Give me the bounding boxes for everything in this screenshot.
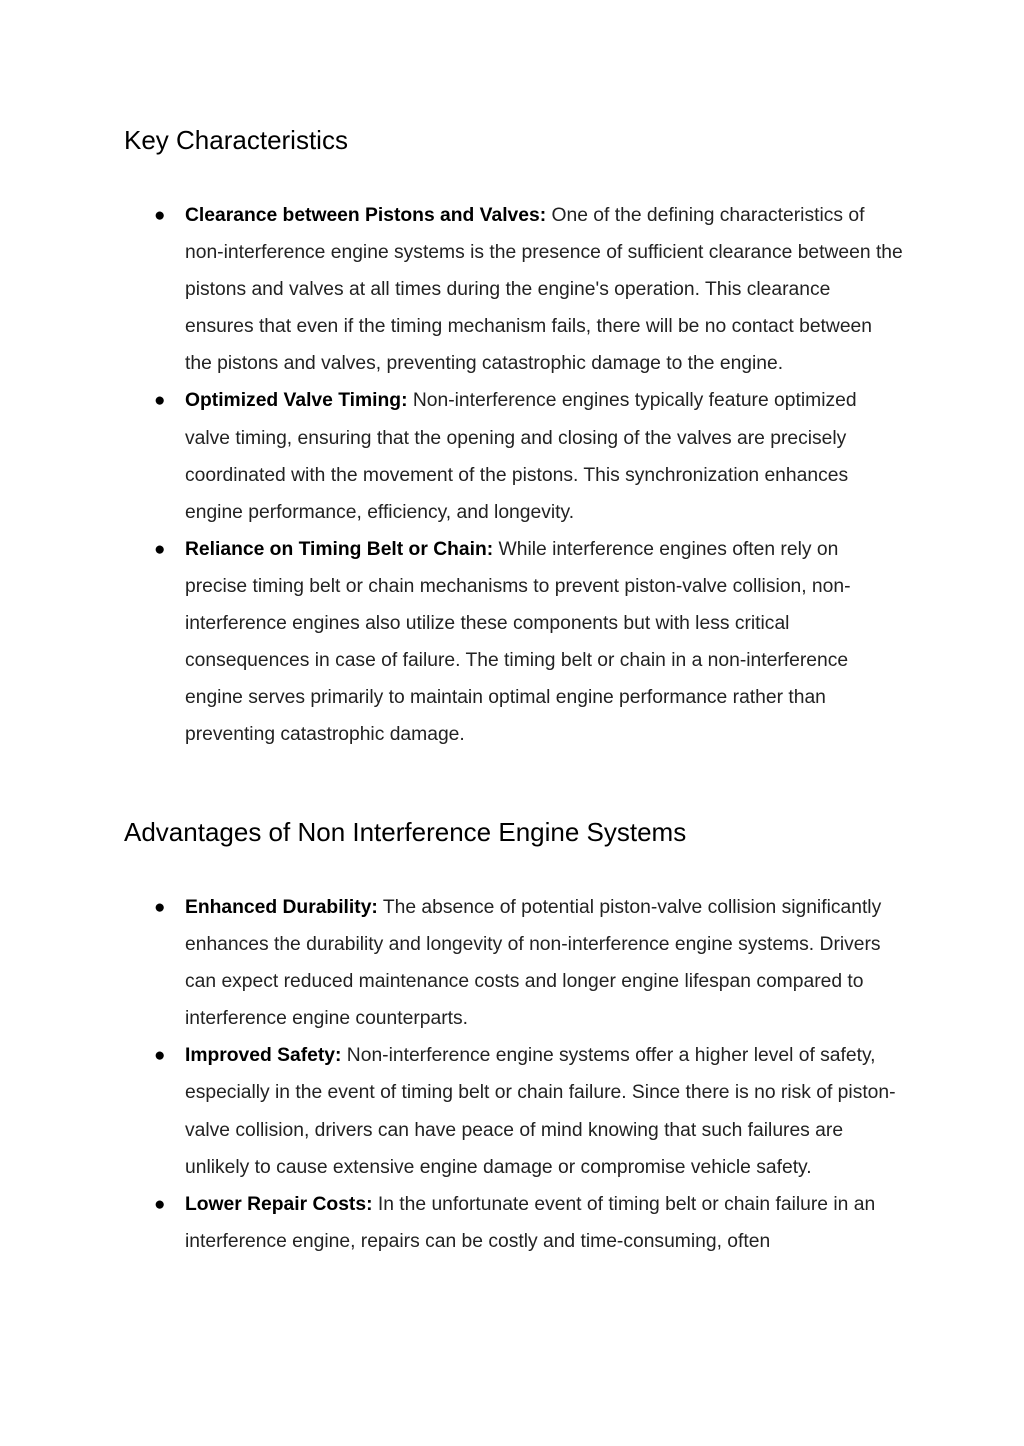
advantages-section bbox=[124, 816, 904, 1260]
bullet-icon: ● bbox=[154, 1045, 166, 1067]
list-item bbox=[124, 1186, 904, 1260]
item-term: Reliance on Timing Belt or Chain: bbox=[185, 538, 494, 560]
item-term: Lower Repair Costs: bbox=[185, 1193, 373, 1215]
item-text: The absence of potential piston-valve collision significantly enhances the durability and longevity of non-interference engine systems. Drivers can expect reduced maintenance costs and longer engine lifespan compared to interference engine counterparts. bbox=[185, 897, 882, 1030]
bullet-icon: ● bbox=[154, 1193, 166, 1215]
item-text: In the unfortunate event of timing belt or chain failure in an interference engine, repairs can be costly and time-consuming, often bbox=[185, 1193, 876, 1252]
bullet-icon: ● bbox=[154, 897, 166, 918]
list-item bbox=[124, 1037, 904, 1185]
list-item bbox=[124, 531, 904, 754]
item-text: Non-interference engine systems offer a higher level of safety, especially in the event of timing belt or chain failure. Since there is no risk of piston-valve collision, drivers can have peace of mind knowing that such failures are unlikely to cause extensive engine damage or compromise vehicle safety. bbox=[185, 1045, 896, 1178]
bullet-list bbox=[124, 197, 904, 753]
item-term: Improved Safety: bbox=[185, 1045, 342, 1067]
section-heading: Advantages of Non Interference Engine Systems bbox=[124, 817, 687, 847]
list-item bbox=[124, 889, 904, 1037]
section-heading: Key Characteristics bbox=[124, 125, 348, 155]
list-item bbox=[124, 197, 904, 382]
item-text: While interference engines often rely on precise timing belt or chain mechanisms to prevent piston-valve collision, non-interference engines also utilize these components but with less critical consequences in case of failure. The timing belt or chain in a non-interference engine serves primarily to maintain optimal engine performance rather than preventing catastrophic damage. bbox=[185, 538, 851, 746]
item-term: Optimized Valve Timing: bbox=[185, 390, 408, 412]
list-item bbox=[124, 382, 904, 530]
item-term: Clearance between Pistons and Valves: bbox=[185, 205, 547, 226]
bullet-list bbox=[124, 889, 904, 1260]
item-text: One of the defining characteristics of non-interference engine systems is the presence of sufficient clearance between the pistons and valves at all times during the engine's operation. This clearance ensures that even if the timing mechanism fails, there will be no contact between the pistons and valves, preventing catastrophic damage to the engine. bbox=[185, 205, 903, 375]
key-characteristics-section bbox=[124, 124, 904, 753]
item-term: Enhanced Durability: bbox=[185, 897, 378, 918]
item-text: Non-interference engines typically feature optimized valve timing, ensuring that the opening and closing of the valves are precisely coordinated with the movement of the pistons. This synchronization enhances engine performance, efficiency, and longevity. bbox=[185, 390, 857, 523]
bullet-icon: ● bbox=[154, 390, 166, 412]
bullet-icon: ● bbox=[154, 538, 166, 560]
bullet-icon: ● bbox=[154, 205, 166, 226]
